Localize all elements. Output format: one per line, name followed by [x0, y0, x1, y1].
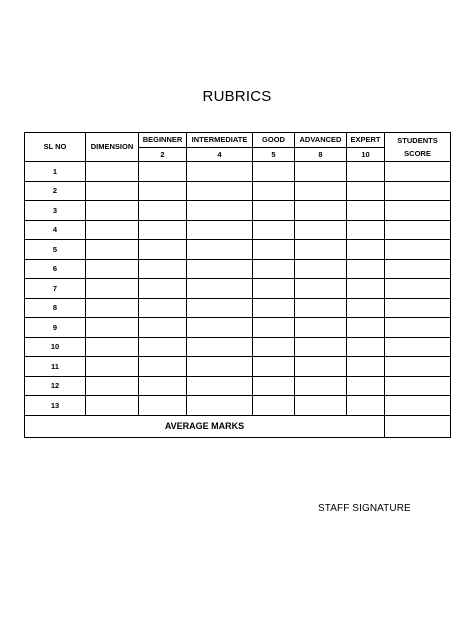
staff-signature-label: STAFF SIGNATURE [318, 503, 411, 514]
students-score-cell[interactable] [385, 279, 451, 299]
row-number: 5 [25, 240, 86, 260]
students-score-cell[interactable] [385, 357, 451, 377]
intermediate-cell[interactable] [187, 259, 253, 279]
beginner-cell[interactable] [139, 298, 187, 318]
students-score-cell[interactable] [385, 376, 451, 396]
header-level-score: 4 [187, 148, 253, 162]
students-score-cell[interactable] [385, 240, 451, 260]
good-cell[interactable] [253, 279, 295, 299]
good-cell[interactable] [253, 396, 295, 416]
expert-cell[interactable] [347, 376, 385, 396]
page-title: RUBRICS [202, 88, 272, 105]
header-students-score [385, 133, 451, 162]
good-cell[interactable] [253, 162, 295, 182]
dimension-cell[interactable] [86, 337, 139, 357]
dimension-cell[interactable] [86, 357, 139, 377]
beginner-cell[interactable] [139, 220, 187, 240]
expert-cell[interactable] [347, 298, 385, 318]
intermediate-cell[interactable] [187, 181, 253, 201]
advanced-cell[interactable] [295, 376, 347, 396]
table-row [25, 220, 451, 240]
header-level-label: EXPERT [347, 133, 385, 148]
table-row [25, 337, 451, 357]
advanced-cell[interactable] [295, 396, 347, 416]
students-score-cell[interactable] [385, 298, 451, 318]
header-level-score: 5 [253, 148, 295, 162]
good-cell[interactable] [253, 337, 295, 357]
intermediate-cell[interactable] [187, 396, 253, 416]
intermediate-cell[interactable] [187, 162, 253, 182]
good-cell[interactable] [253, 318, 295, 338]
advanced-cell[interactable] [295, 298, 347, 318]
good-cell[interactable] [253, 376, 295, 396]
table-row [25, 162, 451, 182]
header-students-score-line1: STUDENTS [397, 136, 438, 145]
beginner-cell[interactable] [139, 259, 187, 279]
intermediate-cell[interactable] [187, 220, 253, 240]
row-number: 1 [25, 162, 86, 182]
header-level-score: 2 [139, 148, 187, 162]
row-number: 8 [25, 298, 86, 318]
beginner-cell[interactable] [139, 318, 187, 338]
students-score-cell[interactable] [385, 259, 451, 279]
header-level-score: 10 [347, 148, 385, 162]
expert-cell[interactable] [347, 220, 385, 240]
intermediate-cell[interactable] [187, 279, 253, 299]
header-dimension: DIMENSION [86, 133, 139, 162]
good-cell[interactable] [253, 201, 295, 221]
row-number: 4 [25, 220, 86, 240]
expert-cell[interactable] [347, 259, 385, 279]
students-score-cell[interactable] [385, 162, 451, 182]
beginner-cell[interactable] [139, 279, 187, 299]
table-row [25, 376, 451, 396]
intermediate-cell[interactable] [187, 357, 253, 377]
table-row [25, 396, 451, 416]
row-number: 11 [25, 357, 86, 377]
row-number: 2 [25, 181, 86, 201]
advanced-cell[interactable] [295, 220, 347, 240]
expert-cell[interactable] [347, 357, 385, 377]
header-level-score: 8 [295, 148, 347, 162]
table-row [25, 201, 451, 221]
table-row [25, 259, 451, 279]
students-score-cell[interactable] [385, 181, 451, 201]
row-number: 6 [25, 259, 86, 279]
good-cell[interactable] [253, 240, 295, 260]
beginner-cell[interactable] [139, 162, 187, 182]
advanced-cell[interactable] [295, 240, 347, 260]
rubric-table [24, 132, 451, 438]
advanced-cell[interactable] [295, 181, 347, 201]
row-number: 7 [25, 279, 86, 299]
beginner-cell[interactable] [139, 181, 187, 201]
good-cell[interactable] [253, 181, 295, 201]
dimension-cell[interactable] [86, 376, 139, 396]
dimension-cell[interactable] [86, 396, 139, 416]
dimension-cell[interactable] [86, 220, 139, 240]
header-level-label: GOOD [253, 133, 295, 148]
dimension-cell[interactable] [86, 162, 139, 182]
table-row [25, 240, 451, 260]
expert-cell[interactable] [347, 396, 385, 416]
intermediate-cell[interactable] [187, 376, 253, 396]
dimension-cell[interactable] [86, 201, 139, 221]
intermediate-cell[interactable] [187, 298, 253, 318]
header-students-score-line2: SCORE [404, 148, 431, 158]
advanced-cell[interactable] [295, 201, 347, 221]
row-number: 10 [25, 337, 86, 357]
students-score-cell[interactable] [385, 396, 451, 416]
header-level-label: ADVANCED [295, 133, 347, 148]
expert-cell[interactable] [347, 318, 385, 338]
good-cell[interactable] [253, 220, 295, 240]
row-number: 13 [25, 396, 86, 416]
dimension-cell[interactable] [86, 318, 139, 338]
table-row [25, 318, 451, 338]
header-sl-no: SL NO [25, 133, 86, 162]
beginner-cell[interactable] [139, 376, 187, 396]
good-cell[interactable] [253, 298, 295, 318]
dimension-cell[interactable] [86, 279, 139, 299]
expert-cell[interactable] [347, 181, 385, 201]
table-row [25, 357, 451, 377]
intermediate-cell[interactable] [187, 240, 253, 260]
dimension-cell[interactable] [86, 259, 139, 279]
average-marks-label: AVERAGE MARKS [25, 415, 385, 437]
expert-cell[interactable] [347, 201, 385, 221]
dimension-cell[interactable] [86, 240, 139, 260]
beginner-cell[interactable] [139, 201, 187, 221]
average-marks-cell[interactable] [385, 415, 451, 437]
beginner-cell[interactable] [139, 240, 187, 260]
advanced-cell[interactable] [295, 259, 347, 279]
expert-cell[interactable] [347, 279, 385, 299]
table-row [25, 181, 451, 201]
beginner-cell[interactable] [139, 337, 187, 357]
expert-cell[interactable] [347, 162, 385, 182]
good-cell[interactable] [253, 357, 295, 377]
beginner-cell[interactable] [139, 357, 187, 377]
students-score-cell[interactable] [385, 201, 451, 221]
advanced-cell[interactable] [295, 279, 347, 299]
expert-cell[interactable] [347, 337, 385, 357]
row-number: 3 [25, 201, 86, 221]
students-score-cell[interactable] [385, 318, 451, 338]
advanced-cell[interactable] [295, 318, 347, 338]
header-level-label: INTERMEDIATE [187, 133, 253, 148]
advanced-cell[interactable] [295, 357, 347, 377]
row-number: 9 [25, 318, 86, 338]
intermediate-cell[interactable] [187, 201, 253, 221]
intermediate-cell[interactable] [187, 337, 253, 357]
expert-cell[interactable] [347, 240, 385, 260]
good-cell[interactable] [253, 259, 295, 279]
advanced-cell[interactable] [295, 162, 347, 182]
beginner-cell[interactable] [139, 396, 187, 416]
dimension-cell[interactable] [86, 298, 139, 318]
dimension-cell[interactable] [86, 181, 139, 201]
header-row-labels [25, 133, 451, 148]
average-row [25, 415, 451, 437]
students-score-cell[interactable] [385, 337, 451, 357]
intermediate-cell[interactable] [187, 318, 253, 338]
row-number: 12 [25, 376, 86, 396]
table-row [25, 298, 451, 318]
students-score-cell[interactable] [385, 220, 451, 240]
table-row [25, 279, 451, 299]
advanced-cell[interactable] [295, 337, 347, 357]
header-level-label: BEGINNER [139, 133, 187, 148]
